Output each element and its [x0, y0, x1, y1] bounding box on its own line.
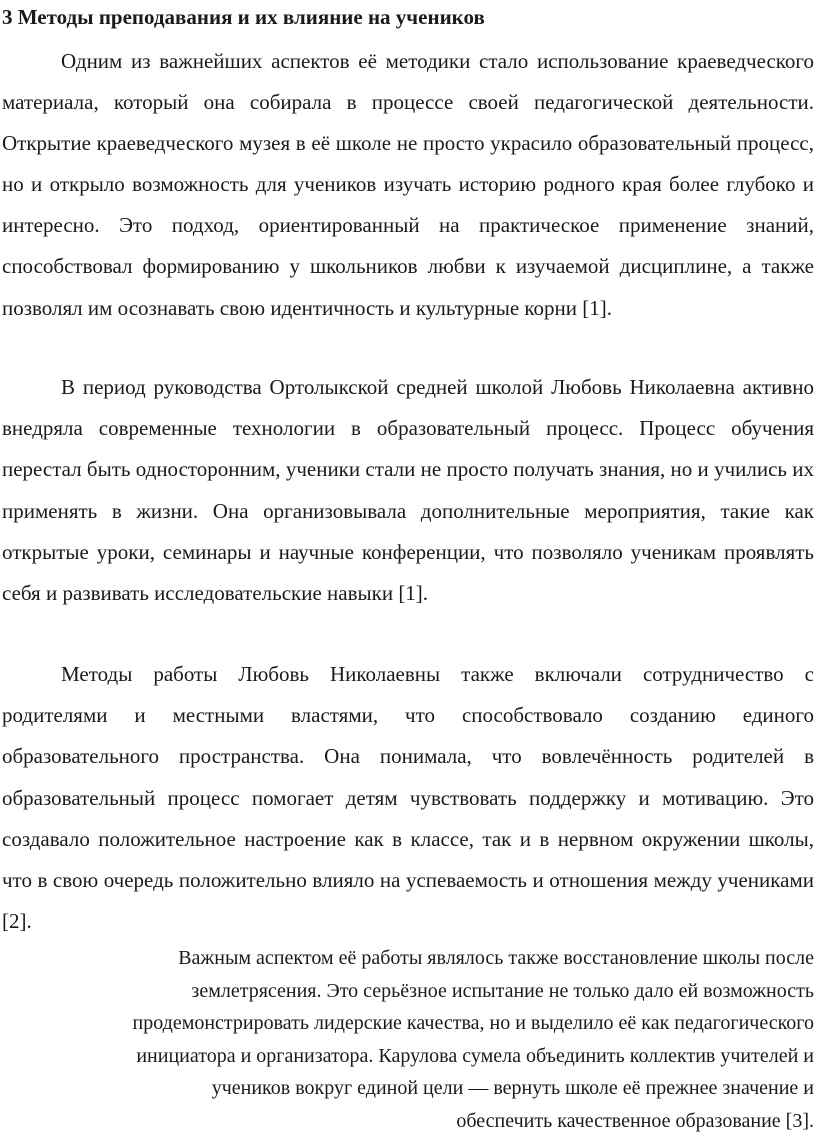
paragraph-line: инициатора и организатора. Карулова сумела объединить коллектив учителей и	[136, 1044, 814, 1067]
paragraph-line: учеников вокруг единой цели — вернуть школе её прежнее значение и	[211, 1077, 814, 1100]
paragraph-line: землетрясения. Это серьёзное испытание не только дало ей возможность	[191, 979, 814, 1002]
paragraph-school-leadership: В период руководства Ортолыкской средней школой Любовь Николаевна активно внедряла современные технологии в образовательный процесс. Процесс обучения перестал быть односторонним, ученики стали не просто получать знания, но и учились их применять в жизни. Она организовывала дополнительные мероприятия, такие как открытые уроки, семинары и научные конференции, что позволяло ученикам проявлять себя и развивать исследовательские навыки [1].	[2, 375, 814, 606]
paragraph-line: Важным аспектом её работы являлось также восстановление школы после	[178, 947, 814, 969]
paragraph-local-history: Одним из важнейших аспектов её методики стало использование краеведческого материала, который она собирала в процессе своей педагогической деятельности. Открытие краеведческого музея в её школе не просто украсило образовательный процесс, но и открыло возможность для учеников изучать историю родного края более глубоко и интересно. Это подход, ориентированный на практическое применение знаний, способствовал формированию у школьников любви к изучаемой дисциплине, а также позволял им осознавать свою идентичность и культурные корни [1].	[2, 49, 814, 320]
paragraph-earthquake-recovery	[2, 942, 814, 1138]
paragraph-line: продемонстрировать лидерские качества, но и выделило её как педагогического	[132, 1012, 814, 1035]
section-heading: 3 Методы преподавания и их влияние на учеников	[2, 5, 485, 29]
paragraph-parent-cooperation: Методы работы Любовь Николаевны также включали сотрудничество с родителями и местными властями, что способствовало созданию единого образовательного пространства. Она понимала, что вовлечённость родителей в образовательный процесс помогает детям чувствовать поддержку и мотивацию. Это создавало положительное настроение как в классе, так и в нервном окружении школы, что в свою очередь положительно влияло на успеваемость и отношения между учениками [2].	[2, 662, 814, 934]
paragraph-line: обеспечить качественное образование [3].	[456, 1109, 814, 1132]
